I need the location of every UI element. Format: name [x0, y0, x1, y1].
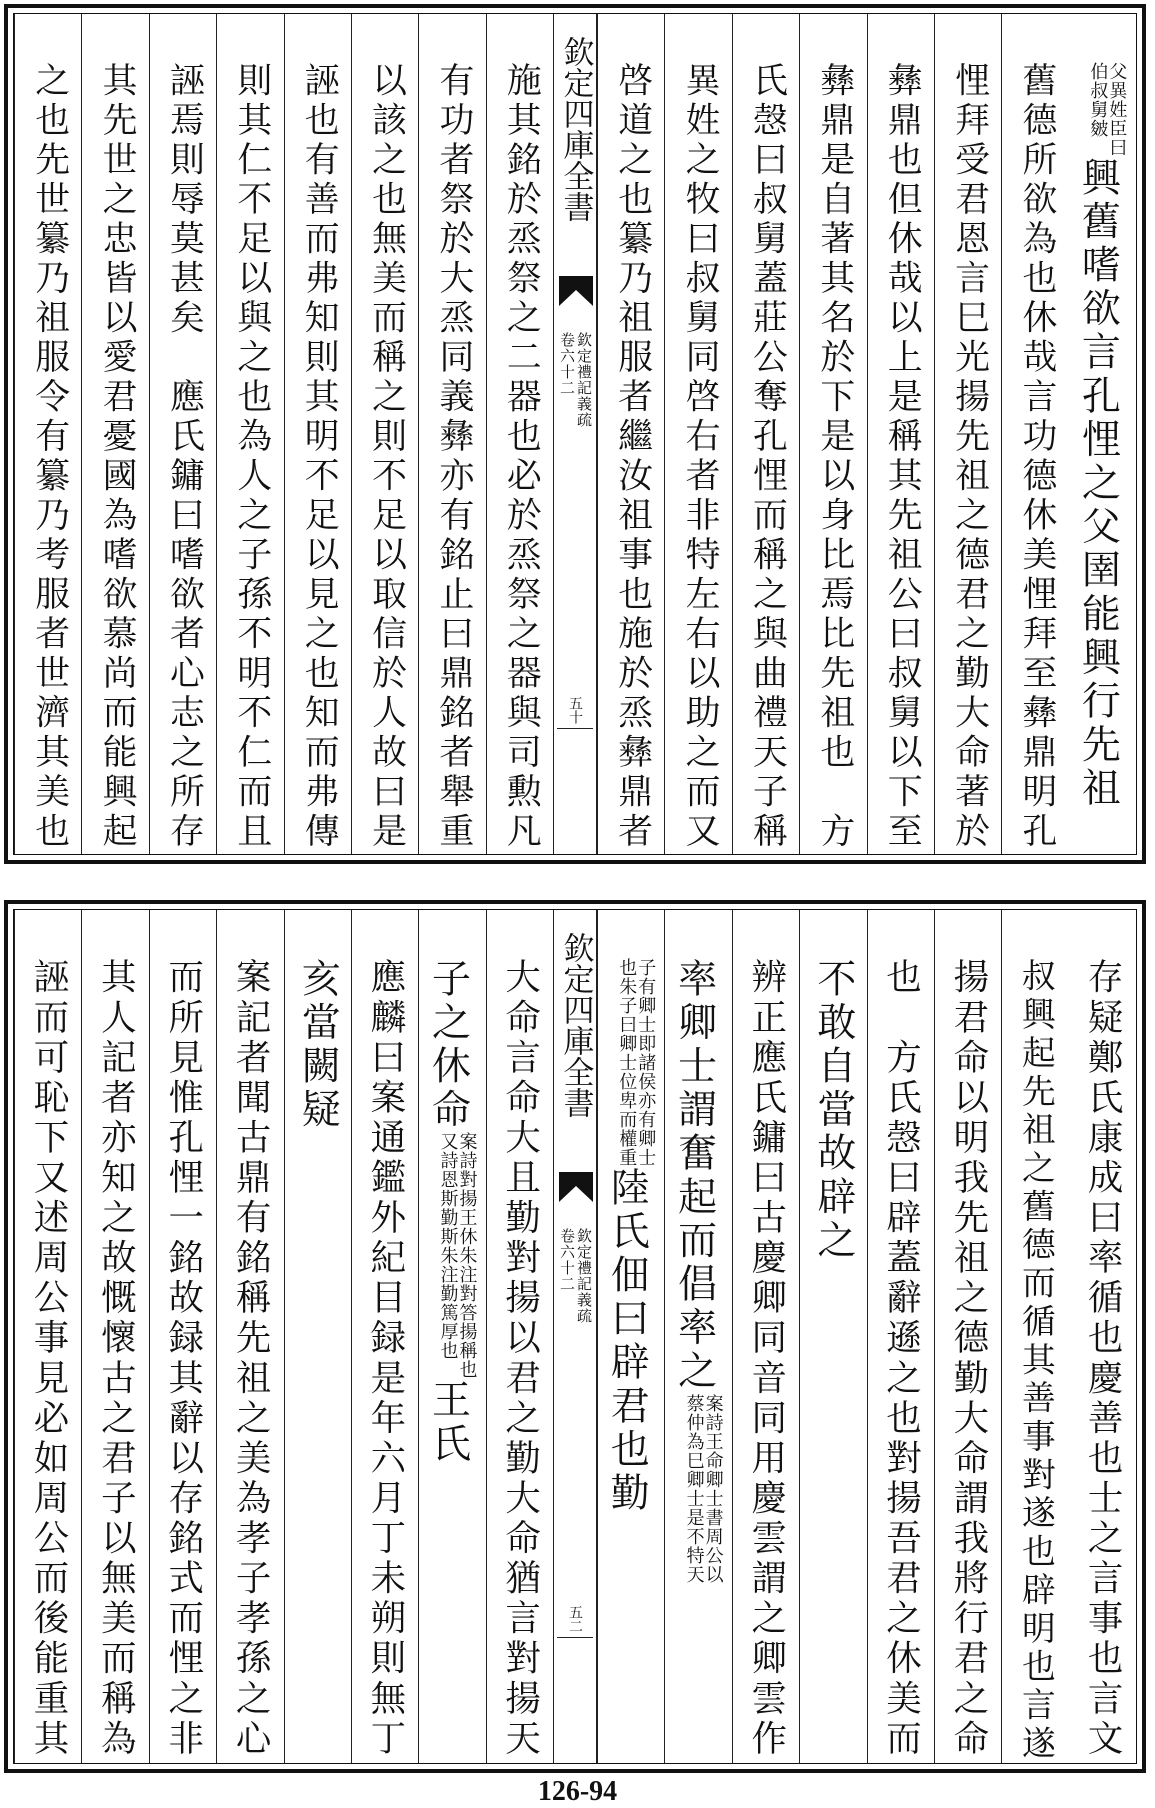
text-column	[732, 14, 799, 854]
top-page-panel	[4, 4, 1146, 864]
column-main-text: 誣也有善而弗知則其明不足以見之也知而弗傳	[298, 62, 339, 852]
column-text	[96, 62, 137, 852]
column-text	[365, 62, 406, 852]
text-column	[597, 910, 664, 1763]
column-main-text: 啓道之也纂乃祖服者繼汝祖事也施於烝彝鼎者	[611, 62, 652, 852]
column-main-text: 率卿士謂奮起而倡率之	[671, 958, 717, 1394]
book-title: 欽定四庫全書	[557, 36, 594, 222]
page-number-rule	[557, 1637, 593, 1638]
column-text	[230, 62, 271, 852]
column-main-text: 叔興起先祖之舊德而循其善事對遂也辟明也言遂	[1016, 958, 1056, 1764]
chapter-label: 欽定禮記義疏 卷六十二	[558, 1228, 593, 1324]
text-column	[934, 910, 1001, 1763]
column-text	[162, 958, 204, 1760]
volume-page-number: 126-94	[537, 1776, 618, 1807]
column-main-text: 不敢自當故辟之	[810, 958, 856, 1264]
column-main-text: 案記者聞古鼎有銘稱先祖之美為孝子孝孫之心	[230, 958, 272, 1760]
column-main-text: 王氏	[425, 1379, 471, 1467]
column-main-text: 也 方氏愨曰辟蓋辭遜之也對揚吾君之休美而	[880, 958, 922, 1760]
leaf-number: 五十	[567, 696, 583, 724]
column-main-text: 則其仁不足以與之也為人之子孫不明不仁而且	[230, 62, 271, 852]
text-column	[799, 910, 866, 1763]
text-column	[81, 910, 148, 1763]
column-text	[746, 62, 787, 852]
column-text	[163, 62, 204, 852]
bottom-page-frame	[13, 909, 1137, 1764]
column-main-text: 異姓之牧曰叔舅同啓右者非特左右以助之而又	[679, 62, 720, 852]
text-column	[1001, 14, 1068, 854]
column-text	[810, 958, 856, 1264]
text-column	[664, 14, 731, 854]
column-text	[745, 958, 787, 1760]
text-column	[934, 14, 1001, 854]
column-text	[28, 62, 69, 852]
text-column	[149, 14, 216, 854]
column-main-text: 舊德所欲為也休哉言功德休美悝拜至彝鼎明孔	[1015, 62, 1056, 852]
center-fold-bottom	[553, 910, 597, 1763]
text-column	[216, 14, 283, 854]
text-column	[149, 910, 216, 1763]
text-column	[1001, 910, 1068, 1763]
column-main-text: 而所見惟孔悝一銘故録其辭以存銘式而悝之非	[162, 958, 204, 1760]
column-main-text: 氏愨曰叔舅蓋莊公奪孔悝而稱之與曲禮天子稱	[746, 62, 787, 852]
text-column	[664, 910, 731, 1763]
column-text	[947, 958, 989, 1760]
column-text	[425, 958, 478, 1467]
text-column	[418, 14, 485, 854]
text-column	[81, 14, 148, 854]
top-page-frame	[13, 13, 1137, 855]
page-number-rule	[557, 728, 593, 729]
fish-tail-mark-icon	[559, 1172, 593, 1202]
column-main-text: 應麟曰案通鑑外紀目録是年六月丁未朔則無丁	[364, 958, 406, 1760]
interlinear-note: 案詩對揚王休朱注對答揚稱也 又詩恩斯勤斯朱注勤篤厚也	[437, 1132, 478, 1380]
column-main-text: 有功者祭於大烝同義彝亦有銘止曰鼎銘者舉重	[432, 62, 473, 852]
column-main-text: 辨正應氏鏞曰古慶卿同音同用慶雲謂之卿雲作	[745, 958, 787, 1760]
column-main-text: 之也先世纂乃祖服令有纂乃考服者世濟其美也	[28, 62, 69, 852]
text-column	[732, 910, 799, 1763]
text-column	[351, 910, 418, 1763]
text-column	[216, 910, 283, 1763]
column-text	[948, 62, 989, 852]
text-column	[867, 14, 934, 854]
interlinear-note: 案詩王命卿士書周公以 蔡仲為巳卿士是不特天	[683, 1394, 724, 1584]
column-text	[1016, 958, 1056, 1764]
column-text	[230, 958, 272, 1760]
column-text	[813, 62, 854, 852]
column-text	[881, 62, 922, 852]
column-text	[1082, 958, 1124, 1760]
column-text	[298, 62, 339, 852]
chapter-label: 欽定禮記義疏 卷六十二	[558, 332, 593, 428]
interlinear-note: 父異姓臣曰 伯叔舅皴	[1087, 62, 1128, 157]
column-text	[432, 62, 473, 852]
column-main-text: 存疑鄭氏康成曰率循也慶善也士之言事也言文	[1082, 958, 1124, 1760]
column-main-text: 其先世之忠皆以愛君憂國為嗜欲慕尚而能興起	[96, 62, 137, 852]
column-text	[95, 958, 137, 1760]
column-main-text: 彝鼎也但休哉以上是稱其先祖公曰叔舅以下至	[881, 62, 922, 852]
column-main-text: 大命言命大且勤對揚以君之勤大命猶言對揚天	[499, 958, 541, 1760]
column-text	[500, 62, 541, 852]
interlinear-note: 子有卿士即諸侯亦有卿士 也朱子曰卿士位卑而權重	[616, 958, 657, 1167]
column-main-text: 陸氏佃曰辟君也勤	[604, 1167, 650, 1516]
column-main-text: 誣焉則辱莫甚矣 應氏鏞曰嗜欲者心志之所存	[163, 62, 204, 852]
text-column	[486, 14, 553, 854]
column-text	[880, 958, 922, 1760]
fish-tail-mark-icon	[559, 276, 593, 306]
column-text	[1075, 62, 1128, 811]
column-main-text: 悝拜受君恩言巳光揚先祖之德君之勤大命著於	[948, 62, 989, 852]
text-column	[14, 910, 81, 1763]
column-main-text: 其人記者亦知之故慨懷古之君子以無美而稱為	[95, 958, 137, 1760]
book-title: 欽定四庫全書	[557, 932, 594, 1118]
column-text	[364, 958, 406, 1760]
text-column	[418, 910, 485, 1763]
bottom-page-panel	[4, 900, 1146, 1773]
column-text	[679, 62, 720, 852]
column-text	[604, 958, 657, 1516]
column-text	[1015, 62, 1056, 852]
leaf-number: 五二	[567, 1605, 583, 1633]
column-main-text: 誣而可恥下又述周公事見必如周公而後能重其	[27, 958, 69, 1760]
column-main-text: 揚君命以明我先祖之德勤大命謂我將行君之命	[947, 958, 989, 1760]
column-main-text: 亥當闕疑	[295, 958, 341, 1133]
center-fold-top	[553, 14, 597, 854]
column-main-text: 子之休命	[425, 958, 471, 1133]
text-column	[597, 14, 664, 854]
column-main-text: 以該之也無美而稱之則不足以取信於人故曰是	[365, 62, 406, 852]
text-column	[867, 910, 934, 1763]
column-main-text: 彝鼎是自著其名於下是以身比焉比先祖也 方	[813, 62, 854, 852]
text-column	[284, 910, 351, 1763]
column-text	[295, 958, 341, 1133]
text-column	[14, 14, 81, 854]
column-text	[611, 62, 652, 852]
column-text	[27, 958, 69, 1760]
text-column	[1069, 910, 1136, 1763]
column-text	[499, 958, 541, 1760]
text-column	[799, 14, 866, 854]
column-main-text: 施其銘於烝祭之二器也必於烝祭之器與司勲凡	[500, 62, 541, 852]
column-main-text: 興舊嗜欲言孔悝之父圉能興行先祖	[1075, 157, 1121, 811]
column-text	[671, 958, 724, 1584]
text-column	[351, 14, 418, 854]
text-column	[1069, 14, 1136, 854]
text-column	[486, 910, 553, 1763]
text-column	[284, 14, 351, 854]
